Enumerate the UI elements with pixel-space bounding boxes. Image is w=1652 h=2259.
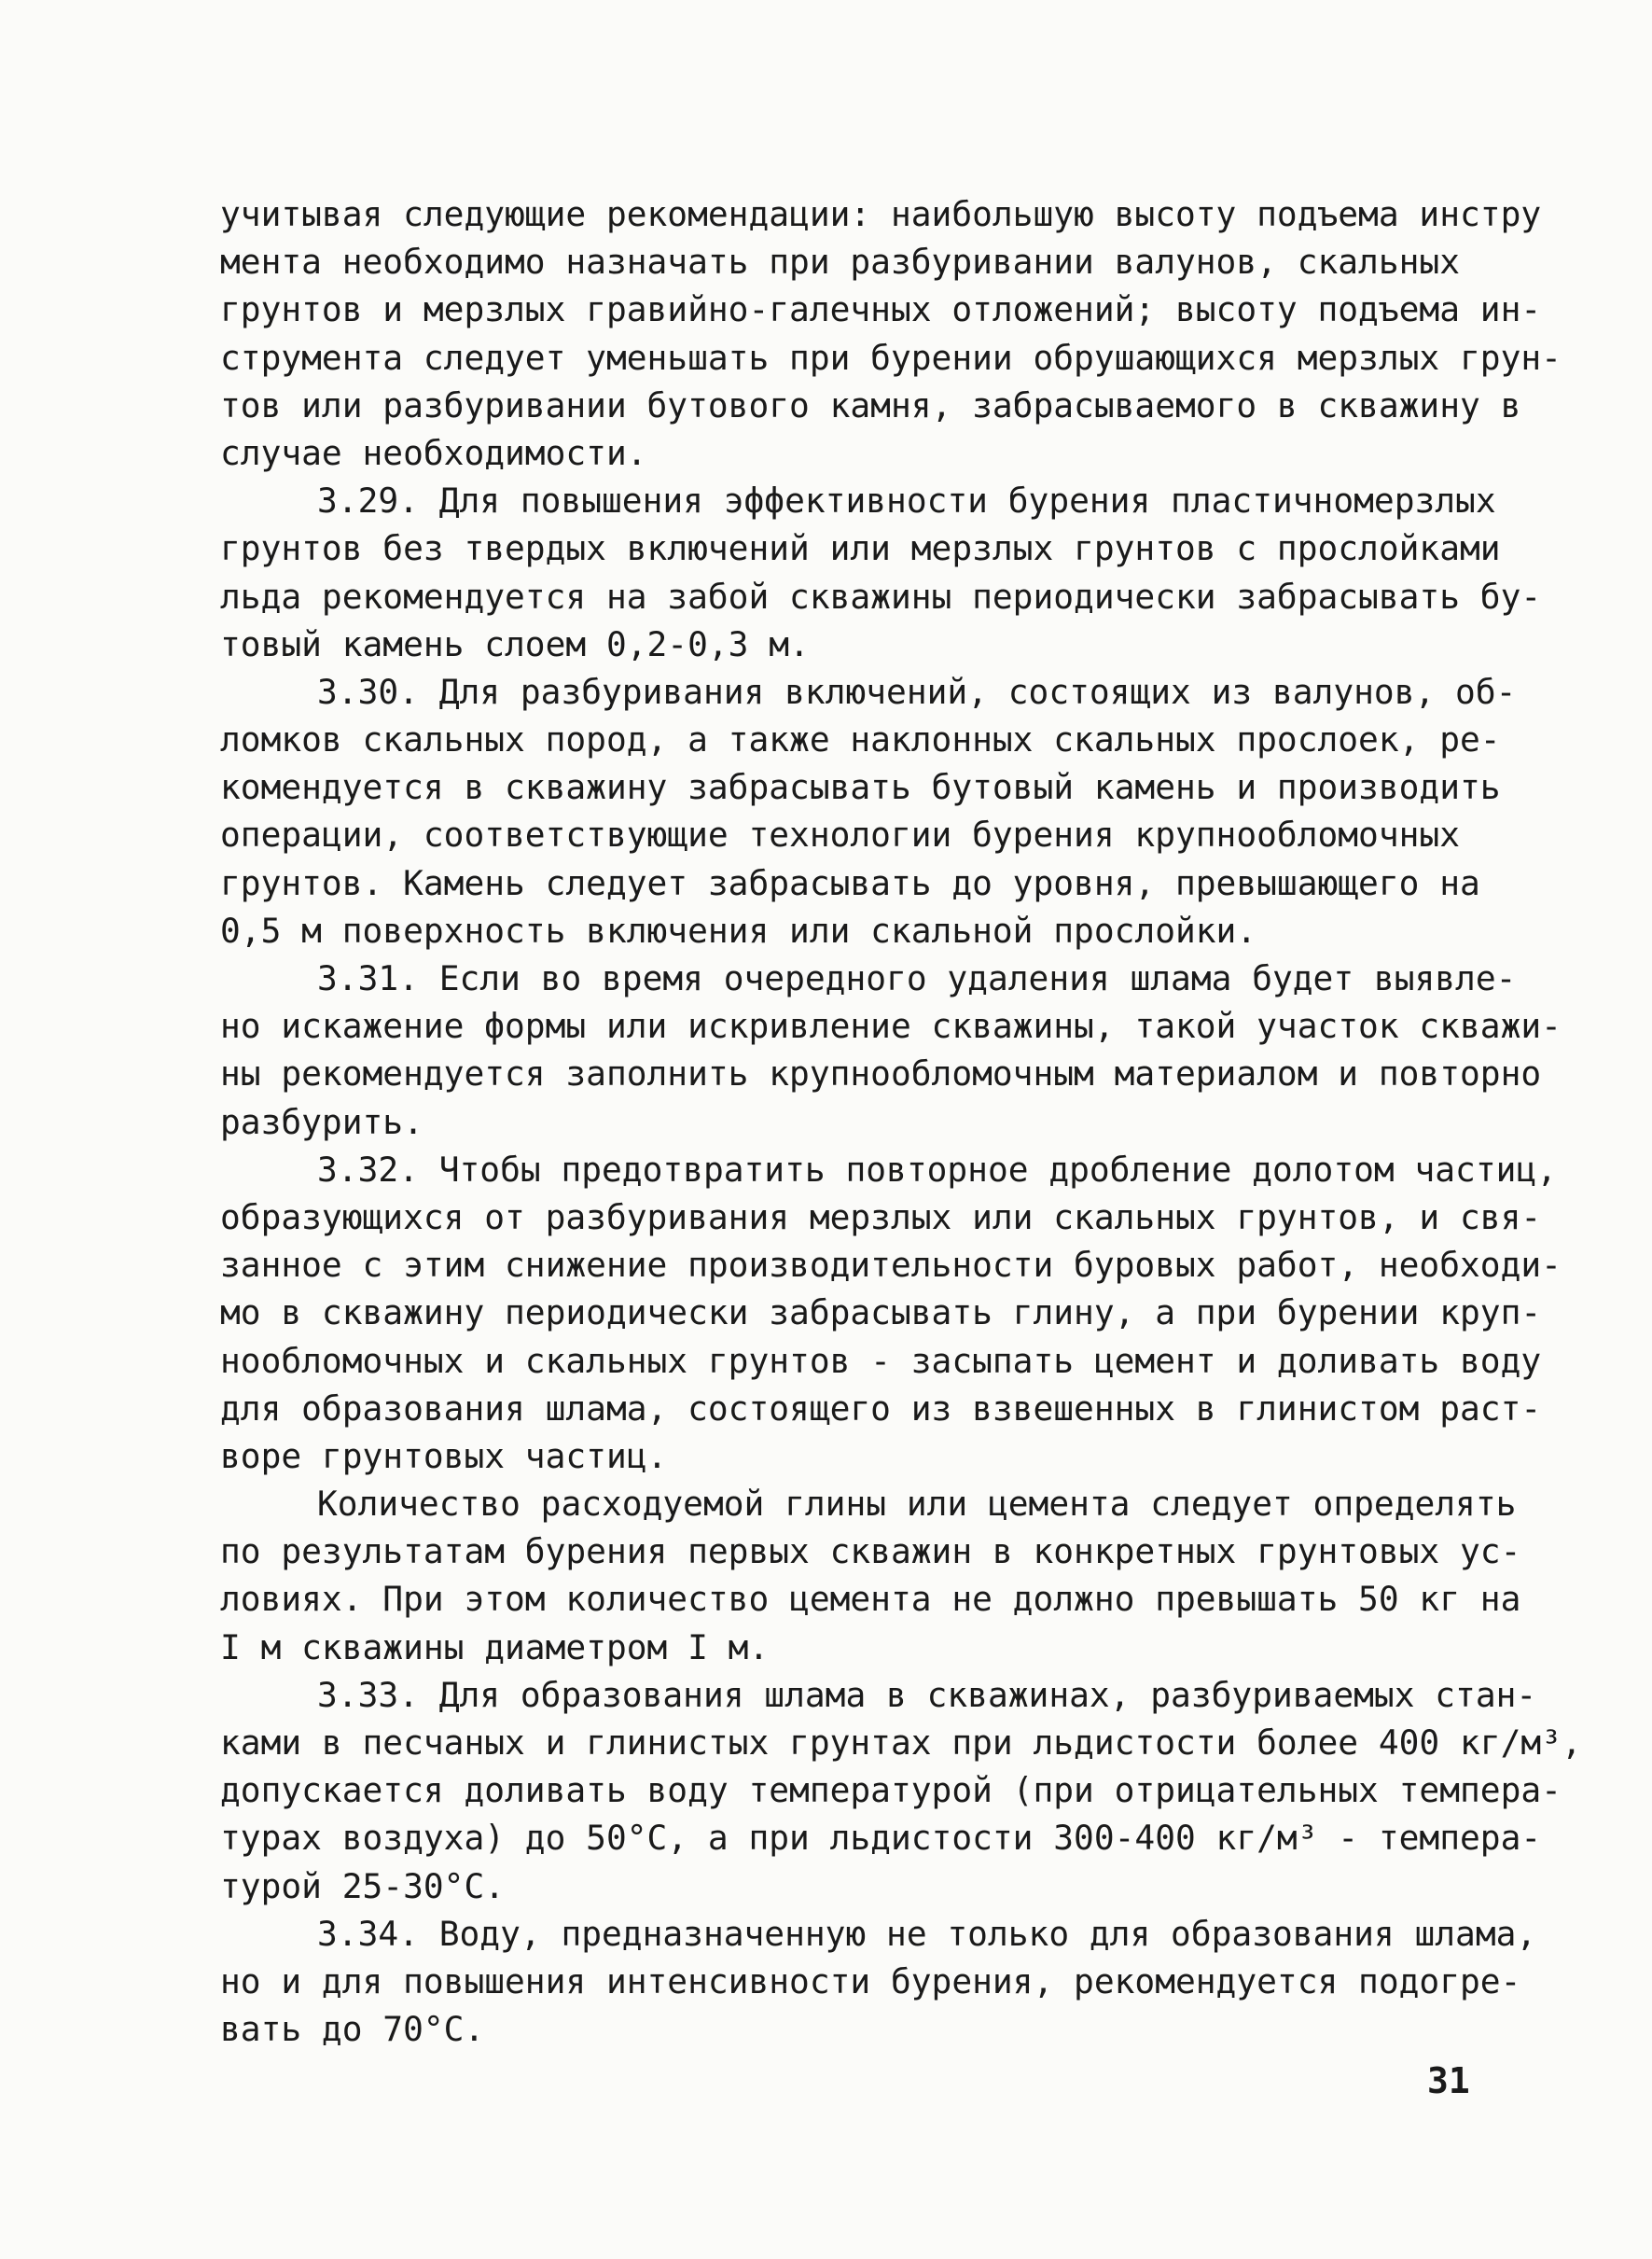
paragraph-3-33: [220, 1671, 1582, 1910]
text-line: мо в скважину периодически забрасывать глину, а при бурении круп-: [220, 1292, 1542, 1333]
text-line: но и для повышения интенсивности бурения, рекомендуется подогре-: [220, 1960, 1521, 2001]
text-line: льда рекомендуется на забой скважины периодически забрасывать бу-: [220, 576, 1542, 617]
body-text: [220, 190, 1582, 2053]
text-line: вать до 70°С.: [220, 2009, 485, 2050]
text-line: Количество расходуемой глины или цемента следует определять: [317, 1484, 1517, 1525]
text-line: струмента следует уменьшать при бурении обрушающихся мерзлых грун-: [220, 337, 1562, 378]
text-line: занное с этим снижение производительности буровых работ, необходи-: [220, 1245, 1562, 1286]
text-line: 3.31. Если во время очередного удаления шлама будет выявле-: [317, 958, 1517, 998]
text-line: операции, соответствующие технологии бурения крупнообломочных: [220, 815, 1460, 856]
text-line: образующихся от разбуривания мерзлых или скальных грунтов, и свя-: [220, 1196, 1542, 1237]
text-line: разбурить.: [220, 1101, 423, 1142]
paragraph-3-29: [220, 477, 1542, 668]
text-line: но искажение формы или искривление скважины, такой участок скважи-: [220, 1006, 1562, 1047]
text-line: 3.32. Чтобы предотвратить повторное дробление долотом частиц,: [317, 1149, 1557, 1190]
text-line: нообломочных и скальных грунтов - засыпать цемент и доливать воду: [220, 1340, 1542, 1381]
paragraph-continuation: [220, 190, 1562, 477]
text-line: учитывая следующие рекомендации: наибольшую высоту подъема инстру: [220, 194, 1542, 234]
text-line: ны рекомендуется заполнить крупнообломочным материалом и повторно: [220, 1053, 1542, 1095]
text-line: мента необходимо назначать при разбуривании валунов, скальных: [220, 242, 1460, 283]
text-line: грунтов и мерзлых гравийно-галечных отложений; высоту подъема ин-: [220, 289, 1542, 330]
paragraph-3-31: [220, 955, 1562, 1146]
text-line: ловиях. При этом количество цемента не должно превышать 50 кг на: [220, 1579, 1521, 1620]
text-line: 0,5 м поверхность включения или скальной прослойки.: [220, 910, 1257, 951]
text-line: по результатам бурения первых скважин в конкретных грунтовых ус-: [220, 1531, 1521, 1572]
paragraph-quantity: [220, 1480, 1521, 1671]
text-line: 3.30. Для разбуривания включений, состоящих из валунов, об-: [317, 671, 1517, 712]
text-line: ломков скальных пород, а также наклонных скальных прослоек, ре-: [220, 719, 1501, 760]
text-line: случае необходимости.: [220, 432, 647, 473]
text-line: товый камень слоем 0,2-0,3 м.: [220, 623, 810, 664]
text-line: комендуется в скважину забрасывать бутовый камень и производить: [220, 767, 1501, 808]
text-line: 3.34. Воду, предназначенную не только для образования шлама,: [317, 1913, 1537, 1954]
text-line: турой 25-30°С.: [220, 1865, 506, 1906]
text-line: 3.29. Для повышения эффективности бурения пластичномерзлых: [317, 481, 1496, 522]
text-line: I м скважины диаметром I м.: [220, 1626, 770, 1667]
paragraph-3-32: [220, 1146, 1562, 1480]
paragraph-3-34: [220, 1910, 1537, 2054]
text-line: грунтов без твердых включений или мерзлых грунтов с прослойками: [220, 528, 1501, 569]
text-line: ками в песчаных и глинистых грунтах при льдистости более 400 кг/м³,: [220, 1722, 1582, 1763]
page-number: 31: [1427, 2060, 1470, 2101]
text-line: для образования шлама, состоящего из взвешенных в глинистом раст-: [220, 1387, 1542, 1429]
text-line: грунтов. Камень следует забрасывать до уровня, превышающего на: [220, 862, 1480, 903]
text-line: тов или разбуривании бутового камня, забрасываемого в скважину в: [220, 384, 1521, 425]
text-line: воре грунтовых частиц.: [220, 1435, 668, 1476]
text-line: турах воздуха) до 50°С, а при льдистости 300-400 кг/м³ - темпера-: [220, 1818, 1542, 1859]
text-line: 3.33. Для образования шлама в скважинах, разбуриваемых стан-: [317, 1674, 1537, 1715]
paragraph-3-30: [220, 668, 1517, 955]
text-line: допускается доливать воду температурой (при отрицательных темпера-: [220, 1770, 1562, 1811]
